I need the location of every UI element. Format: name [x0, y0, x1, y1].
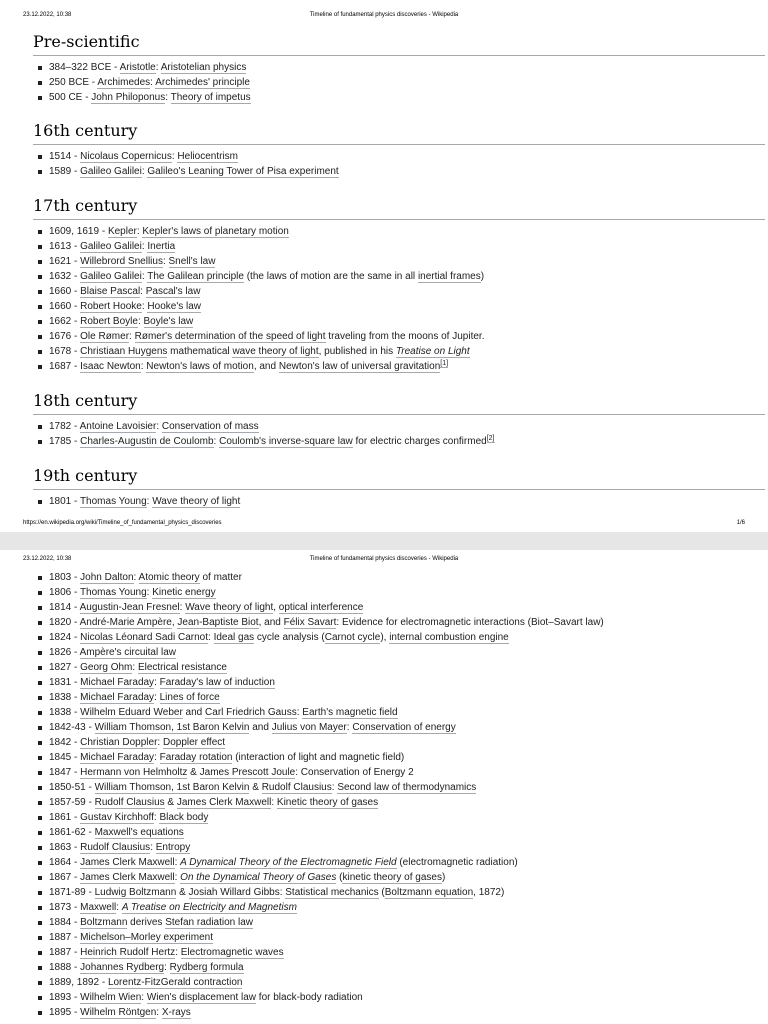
wiki-link[interactable]: John Dalton: [80, 572, 134, 583]
item-text: 1831 -: [49, 677, 81, 688]
wiki-link[interactable]: Wien's displacement law: [146, 992, 257, 1003]
wiki-link[interactable]: Rømer's determination of the speed of light: [134, 331, 326, 342]
wiki-link[interactable]: Wilhelm Röntgen: [80, 1007, 157, 1018]
list-item: [49, 299, 765, 314]
wiki-link[interactable]: wave theory of light: [232, 346, 319, 357]
wiki-link[interactable]: Ludwig Boltzmann: [94, 887, 177, 898]
wiki-link[interactable]: X-rays: [161, 1007, 191, 1018]
list-item: [49, 750, 765, 765]
item-text: :: [153, 812, 160, 823]
item-text: 1785 -: [49, 436, 81, 447]
item-text: , published in his: [318, 346, 396, 357]
list-item: [49, 720, 765, 735]
item-text: :: [132, 662, 138, 673]
section-18th-century: [33, 391, 765, 449]
print-url: https://en.wikipedia.org/wiki/Timeline_of_fundamental_physics_discoveries: [23, 520, 222, 526]
list-item: [49, 494, 765, 509]
item-text: :: [165, 92, 171, 103]
list-item: [49, 314, 765, 329]
item-text: :: [154, 692, 160, 703]
item-list: [33, 419, 765, 449]
wiki-link[interactable]: Aristotle: [119, 62, 156, 73]
item-list: [33, 60, 765, 105]
wiki-link[interactable]: Boyle's law: [143, 316, 194, 327]
wiki-link[interactable]: kinetic theory of gases: [342, 872, 442, 883]
item-text: 1621 -: [49, 256, 81, 267]
wiki-link[interactable]: André-Marie Ampère: [79, 617, 172, 628]
wiki-link[interactable]: Christian Doppler: [80, 737, 158, 748]
wiki-link[interactable]: Nicolas Léonard Sadi Carnot: [80, 632, 208, 643]
wiki-link[interactable]: internal combustion engine: [389, 632, 509, 643]
wiki-link[interactable]: Kinetic energy: [152, 587, 216, 598]
item-text: 1864 -: [49, 857, 81, 868]
item-text: (interaction of light and magnetic field): [232, 752, 405, 763]
wiki-link[interactable]: Julius von Mayer: [271, 722, 347, 733]
list-item: [49, 434, 765, 449]
item-text: :: [157, 737, 163, 748]
wiki-link[interactable]: Statistical mechanics: [285, 887, 379, 898]
wiki-link[interactable]: John Philoponus: [91, 92, 166, 103]
print-header: [0, 12, 768, 26]
list-item: [49, 419, 765, 434]
list-item: [49, 90, 765, 105]
item-text: :: [150, 77, 156, 88]
wiki-link[interactable]: Kepler: [107, 226, 137, 237]
item-text: : Conservation of Energy 2: [295, 767, 414, 778]
wiki-link[interactable]: The Galilean principle: [147, 271, 244, 282]
wiki-link[interactable]: Newton's laws of motion: [146, 361, 254, 372]
item-text: &: [176, 887, 189, 898]
item-text: 1613 -: [49, 241, 81, 252]
item-text: :: [136, 226, 143, 237]
item-text: :: [154, 752, 160, 763]
list-item: [49, 239, 765, 254]
wiki-link[interactable]: Theory of impetus: [170, 92, 251, 103]
list-item: [49, 60, 765, 75]
list-item: [49, 660, 765, 675]
list-item: [49, 765, 765, 780]
item-text: 1871-89 -: [49, 887, 95, 898]
item-text: 1609, 1619 -: [49, 226, 108, 237]
item-text: :: [129, 331, 135, 342]
wiki-link[interactable]: William Thomson, 1st Baron Kelvin: [94, 722, 250, 733]
wiki-link[interactable]: Isaac Newton: [80, 361, 141, 372]
section-heading: Pre-scientific: [33, 32, 765, 56]
item-text: :: [162, 256, 169, 267]
item-text: 1687 -: [49, 361, 81, 372]
wiki-link[interactable]: Michael Faraday: [80, 752, 155, 763]
wiki-link[interactable]: Newton's law of universal gravitation: [278, 361, 441, 372]
item-text: 250 BCE -: [49, 77, 98, 88]
item-text: 1889, 1892 -: [49, 977, 108, 988]
wiki-link[interactable]: Jean-Baptiste Biot: [177, 617, 259, 628]
list-item: [49, 690, 765, 705]
item-list: [33, 224, 765, 374]
wiki-link[interactable]: optical interference: [278, 602, 364, 613]
item-text: 1888 -: [49, 962, 81, 973]
item-text: 1814 -: [49, 602, 80, 613]
wiki-link[interactable]: James Clerk Maxwell: [176, 797, 272, 808]
wiki-link[interactable]: A Dynamical Theory of the Electromagnetic Field: [180, 857, 397, 868]
item-text: :: [331, 782, 338, 793]
wiki-link[interactable]: Ampère's circuital law: [79, 647, 176, 658]
item-text: 1842-43 -: [49, 722, 95, 733]
list-item: [49, 930, 765, 945]
item-text: 1867 -: [49, 872, 81, 883]
item-text: 1838 -: [49, 692, 81, 703]
wiki-link[interactable]: Lorentz-FitzGerald contraction: [107, 977, 243, 988]
wiki-link[interactable]: James Prescott Joule: [199, 767, 296, 778]
item-text: 1820 -: [49, 617, 80, 628]
item-text: :: [174, 857, 181, 868]
wiki-link[interactable]: Robert Boyle: [80, 316, 138, 327]
wiki-link[interactable]: Thomas Young: [79, 496, 147, 507]
list-item: [49, 735, 765, 750]
list-item: [49, 810, 765, 825]
wiki-link[interactable]: William Thomson, 1st Baron Kelvin: [94, 782, 250, 793]
wiki-link[interactable]: Second law of thermodynamics: [337, 782, 477, 793]
wiki-link[interactable]: A Treatise on Electricity and Magnetism: [121, 902, 297, 913]
item-text: &: [164, 797, 177, 808]
wiki-link[interactable]: Faraday's law of induction: [159, 677, 275, 688]
wiki-link[interactable]: James Clerk Maxwell: [80, 872, 175, 883]
print-date: 23.12.2022, 10:38: [23, 556, 72, 562]
page-break: [0, 532, 768, 550]
wiki-link[interactable]: Maxwell: [80, 902, 117, 913]
item-text: :: [164, 962, 170, 973]
section-16th-century: [33, 121, 765, 179]
item-text: :: [133, 572, 139, 583]
list-item: [49, 585, 765, 600]
wiki-link[interactable]: Rudolf Clausius: [80, 842, 151, 853]
item-text: :: [140, 286, 146, 297]
item-text: for black-body radiation: [256, 992, 363, 1003]
wiki-link[interactable]: inertial frames: [417, 271, 481, 282]
item-text: 1632 -: [49, 271, 81, 282]
wiki-link[interactable]: Archimedes' principle: [155, 77, 250, 88]
wiki-link[interactable]: Doppler effect: [162, 737, 226, 748]
wiki-link[interactable]: Stefan radiation law: [165, 917, 254, 928]
wiki-link[interactable]: Hermann von Helmholtz: [80, 767, 188, 778]
wiki-link[interactable]: James Clerk Maxwell: [80, 857, 175, 868]
item-text: 1514 -: [49, 151, 81, 162]
item-text: (the laws of motion are the same in all: [243, 271, 418, 282]
item-text: :: [141, 166, 148, 177]
item-text: :: [156, 421, 162, 432]
item-text: 1861 -: [49, 812, 81, 823]
wiki-link[interactable]: Atomic theory: [138, 572, 200, 583]
print-date: 23.12.2022, 10:38: [23, 12, 72, 18]
wiki-link[interactable]: Black body: [159, 812, 209, 823]
item-text: :: [175, 947, 181, 958]
list-item: [49, 164, 765, 179]
item-text: 1887 -: [49, 932, 81, 943]
item-text: 1845 -: [49, 752, 81, 763]
item-text: 1842 -: [49, 737, 81, 748]
wiki-link[interactable]: Heliocentrism: [177, 151, 238, 162]
item-list: [33, 149, 765, 179]
item-text: 1782 -: [49, 421, 80, 432]
list-item: [49, 269, 765, 284]
item-text: 1827 -: [49, 662, 81, 673]
list-item: [49, 795, 765, 810]
item-text: &: [249, 782, 262, 793]
wiki-link[interactable]: Wilhelm Wien: [80, 992, 142, 1003]
item-text: 1660 -: [49, 301, 81, 312]
wiki-link[interactable]: Earth's magnetic field: [302, 707, 398, 718]
item-text: ): [480, 271, 485, 282]
item-text: 1850-51 -: [49, 782, 95, 793]
item-text: :: [174, 872, 181, 883]
item-text: , 1872): [473, 887, 505, 898]
list-item: [49, 960, 765, 975]
section-pre-scientific: [33, 32, 765, 105]
wiki-link[interactable]: Wave theory of light: [152, 496, 241, 507]
item-text: :: [346, 722, 353, 733]
item-text: :: [137, 316, 144, 327]
item-text: and: [249, 722, 272, 733]
item-text: :: [116, 902, 122, 913]
wiki-link[interactable]: Augustin-Jean Fresnel: [79, 602, 180, 613]
section-heading: 18th century: [33, 391, 765, 415]
section-17th-century: [33, 196, 765, 374]
item-text: 1589 -: [49, 166, 81, 177]
item-text: 1895 -: [49, 1007, 81, 1018]
item-text: (: [336, 872, 343, 883]
section-heading: 17th century: [33, 196, 765, 220]
item-text: 1857-59 -: [49, 797, 95, 808]
citation-link[interactable]: [2]: [486, 435, 495, 442]
wiki-link[interactable]: Robert Hooke: [80, 301, 142, 312]
item-text: , and: [258, 617, 284, 628]
list-item: [49, 840, 765, 855]
list-item: [49, 900, 765, 915]
list-item: [49, 780, 765, 795]
wiki-link[interactable]: Michael Faraday: [80, 677, 155, 688]
item-text: :: [141, 271, 148, 282]
item-text: 1660 -: [49, 286, 81, 297]
wiki-link[interactable]: Wilhelm Eduard Weber: [80, 707, 183, 718]
item-text: 1847 -: [49, 767, 81, 778]
wiki-link[interactable]: Carnot cycle: [324, 632, 381, 643]
wiki-link[interactable]: Electromagnetic waves: [180, 947, 284, 958]
wiki-link[interactable]: Lines of force: [159, 692, 220, 703]
print-title: Timeline of fundamental physics discoveries - Wikipedia: [309, 556, 459, 562]
list-item: [49, 149, 765, 164]
list-item: [49, 344, 765, 359]
wiki-link[interactable]: Thomas Young: [79, 587, 147, 598]
print-page-number: 1/6: [736, 520, 745, 526]
item-text: 1893 -: [49, 992, 81, 1003]
item-text: 1801 -: [49, 496, 80, 507]
wiki-link[interactable]: Ideal gas: [213, 632, 255, 643]
item-text: 1887 -: [49, 947, 81, 958]
wiki-link[interactable]: Entropy: [155, 842, 191, 853]
item-text: :: [140, 361, 147, 372]
print-title: Timeline of fundamental physics discoveries - Wikipedia: [309, 12, 459, 18]
wiki-link[interactable]: Maxwell's equations: [94, 827, 184, 838]
item-text: :: [271, 797, 277, 808]
wiki-link[interactable]: Willebrord Snellius: [80, 256, 163, 267]
item-text: &: [187, 767, 200, 778]
list-item: [49, 75, 765, 90]
item-text: :: [150, 842, 156, 853]
item-text: :: [279, 887, 286, 898]
wiki-link[interactable]: Charles-Augustin de Coulomb: [80, 436, 214, 447]
wiki-link[interactable]: Boltzmann equation: [384, 887, 474, 898]
section-heading: 16th century: [33, 121, 765, 145]
item-text: (: [378, 887, 385, 898]
wiki-link[interactable]: Boltzmann: [80, 917, 128, 928]
item-text: 500 CE -: [49, 92, 92, 103]
item-text: 1662 -: [49, 316, 81, 327]
item-text: , and: [253, 361, 279, 372]
article-content-page-2: [33, 566, 765, 1020]
list-item: [49, 645, 765, 660]
list-item: [49, 675, 765, 690]
wiki-link[interactable]: Rydberg formula: [169, 962, 244, 973]
item-text: 1678 -: [49, 346, 81, 357]
item-text: :: [213, 436, 220, 447]
wiki-link[interactable]: Archimedes: [97, 77, 151, 88]
wiki-link[interactable]: Kinetic theory of gases: [276, 797, 379, 808]
wiki-link[interactable]: Nicolaus Copernicus: [80, 151, 172, 162]
item-text: : Evidence for electromagnetic interactions (Biot–Savart law): [336, 617, 604, 628]
item-text: :: [208, 632, 214, 643]
item-text: :: [156, 1007, 162, 1018]
list-item: [49, 990, 765, 1005]
wiki-link[interactable]: On the Dynamical Theory of Gases: [180, 872, 337, 883]
item-text: of matter: [199, 572, 242, 583]
item-text: mathematical: [167, 346, 233, 357]
item-list-19th-century-continued: [33, 570, 765, 1020]
item-text: :: [146, 587, 153, 598]
list-item: [49, 1005, 765, 1020]
item-text: derives: [127, 917, 166, 928]
item-text: (electromagnetic radiation): [396, 857, 518, 868]
item-text: cycle analysis (: [254, 632, 325, 643]
wiki-link[interactable]: Galileo Galilei: [80, 166, 142, 177]
list-item: [49, 855, 765, 870]
wiki-link[interactable]: Michelson–Morley experiment: [80, 932, 213, 943]
list-item: [49, 615, 765, 630]
wiki-link[interactable]: Gustav Kirchhoff: [80, 812, 154, 823]
wiki-link[interactable]: Conservation of energy: [352, 722, 456, 733]
wiki-link[interactable]: Inertia: [147, 241, 176, 252]
item-list: [33, 494, 765, 509]
wiki-link[interactable]: Félix Savart: [283, 617, 337, 628]
item-text: :: [171, 151, 178, 162]
wiki-link[interactable]: Heinrich Rudolf Hertz: [80, 947, 176, 958]
wiki-link[interactable]: Conservation of mass: [161, 421, 259, 432]
wiki-link[interactable]: Antoine Lavoisier: [79, 421, 157, 432]
wiki-link[interactable]: Christiaan Huygens: [80, 346, 168, 357]
list-item: [49, 825, 765, 840]
list-item: [49, 885, 765, 900]
item-text: 384–322 BCE -: [49, 62, 120, 73]
wiki-link[interactable]: Galileo Galilei: [80, 241, 142, 252]
wiki-link[interactable]: Snell's law: [168, 256, 216, 267]
wiki-link[interactable]: Carl Friedrich Gauss: [205, 707, 297, 718]
wiki-link[interactable]: Ole Rømer: [80, 331, 130, 342]
wiki-link[interactable]: Aristotelian physics: [160, 62, 247, 73]
item-text: ),: [380, 632, 390, 643]
wiki-link[interactable]: Treatise on Light: [395, 346, 470, 357]
list-item: [49, 630, 765, 645]
item-text: :: [154, 677, 160, 688]
item-text: 1873 -: [49, 902, 81, 913]
list-item: [49, 945, 765, 960]
list-item: [49, 284, 765, 299]
item-text: :: [141, 301, 148, 312]
wiki-link[interactable]: Blaise Pascal: [80, 286, 141, 297]
wiki-link[interactable]: Galileo Galilei: [80, 271, 142, 282]
section-heading: 19th century: [33, 466, 765, 490]
list-item: [49, 705, 765, 720]
item-text: traveling from the moons of Jupiter.: [325, 331, 485, 342]
item-text: 1884 -: [49, 917, 81, 928]
item-text: 1824 -: [49, 632, 81, 643]
list-item: [49, 600, 765, 615]
citation-link[interactable]: [1]: [440, 360, 449, 367]
wiki-link[interactable]: Galileo's Leaning Tower of Pisa experiment: [147, 166, 339, 177]
item-text: for electric charges confirmed: [352, 436, 487, 447]
wiki-link[interactable]: Wave theory of light: [185, 602, 274, 613]
wiki-link[interactable]: Faraday rotation: [159, 752, 233, 763]
wiki-link[interactable]: Kepler's laws of planetary motion: [142, 226, 289, 237]
item-text: 1861-62 -: [49, 827, 95, 838]
list-item: [49, 975, 765, 990]
wiki-link[interactable]: Rudolf Clausius: [261, 782, 332, 793]
item-text: and: [182, 707, 206, 718]
item-text: ): [441, 872, 446, 883]
item-text: 1803 -: [49, 572, 81, 583]
list-item: [49, 224, 765, 239]
list-item: [49, 870, 765, 885]
wiki-link[interactable]: Georg Ohm: [80, 662, 133, 673]
item-text: :: [296, 707, 303, 718]
list-item: [49, 570, 765, 585]
wiki-link[interactable]: Pascal's law: [145, 286, 201, 297]
item-text: :: [146, 496, 153, 507]
item-text: :: [141, 992, 147, 1003]
item-text: :: [179, 602, 186, 613]
list-item: [49, 359, 765, 374]
section-19th-century: [33, 466, 765, 509]
wiki-link[interactable]: Rudolf Clausius: [94, 797, 165, 808]
item-text: 1826 -: [49, 647, 80, 658]
wiki-link[interactable]: Hooke's law: [147, 301, 202, 312]
wiki-link[interactable]: Electrical resistance: [137, 662, 227, 673]
wiki-link[interactable]: Josiah Willard Gibbs: [188, 887, 280, 898]
item-text: 1863 -: [49, 842, 81, 853]
item-text: 1806 -: [49, 587, 80, 598]
item-text: :: [155, 62, 161, 73]
item-text: ,: [171, 617, 178, 628]
item-text: :: [141, 241, 148, 252]
list-item: [49, 329, 765, 344]
list-item: [49, 915, 765, 930]
wiki-link[interactable]: Johannes Rydberg: [80, 962, 165, 973]
item-text: ,: [273, 602, 279, 613]
wiki-link[interactable]: Coulomb's inverse-square law: [219, 436, 353, 447]
item-text: 1838 -: [49, 707, 81, 718]
wiki-link[interactable]: Michael Faraday: [80, 692, 155, 703]
item-text: 1676 -: [49, 331, 81, 342]
list-item: [49, 254, 765, 269]
